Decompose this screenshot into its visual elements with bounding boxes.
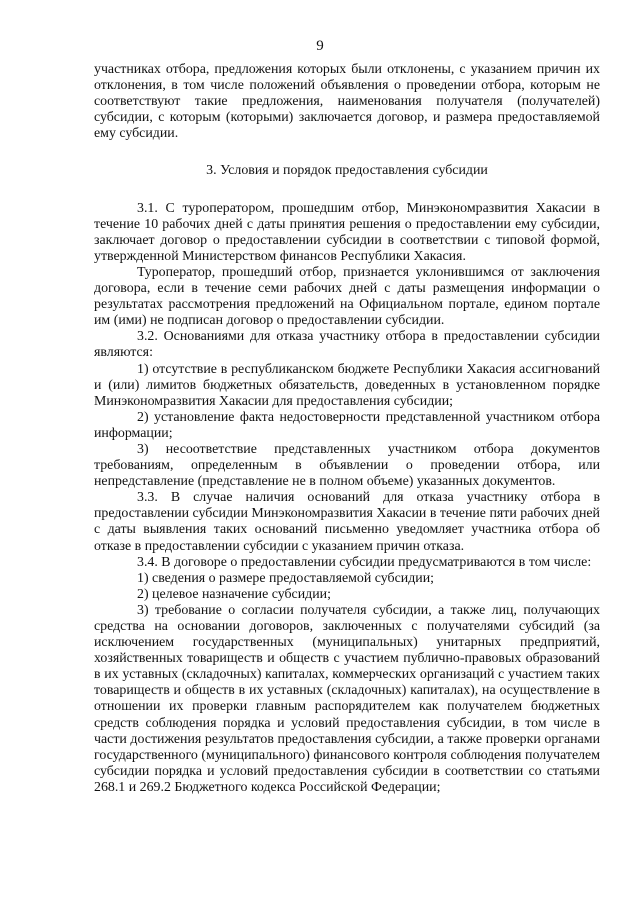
paragraph-3-4: 3.4. В договоре о предоставлении субсидии предусматриваются в том числе: [137,554,592,570]
section-title: 3. Условия и порядок предоставления субсидии [206,163,488,179]
list-item-3-2-2: 2) установление факта недостоверности представленной участником отбора информации; [94,409,600,441]
page-number: 9 [316,38,324,54]
paragraph-continuation: участниках отбора, предложения которых были отклонены, с указанием причин их отклонения, в том числе положений объявления о проведении отбора, которым не соответствуют такие предложения, наименования получателя (получателей) субсидии, с которым (которыми) заключается договор, и размера предоставляемой ему субсидии. [94,62,600,142]
paragraph-3-2: 3.2. Основаниями для отказа участнику отбора в предоставлении субсидии являются: [94,329,600,361]
list-item-3-2-3: 3) несоответствие представленных участником отбора документов требованиям, определенным в объявлении о проведении отбора, или непредставление (представление не в полном объеме) указанных документов. [94,441,600,490]
paragraph-3-1: 3.1. С туроператором, прошедшим отбор, Минэкономразвития Хакасии в течение 10 рабочих дней с даты принятия решения о предоставлении ему субсидии, заключает договор о предоставлении субсидии в соответствии с типовой формой, утвержденной Министерством финансов Республики Хакасия. [94,200,600,264]
document-body [94,62,600,796]
list-item-3-2-1: 1) отсутствие в республиканском бюджете Республики Хакасия ассигнований и (или) лимитов бюджетных обязательств, доведенных в установленном порядке Минэкономразвития Хакасии для предоставления субсидии; [94,361,600,409]
paragraph-3-3: 3.3. В случае наличия оснований для отказа участнику отбора в предоставлении субсидии Минэкономразвития Хакасии в течение пяти рабочих дней с даты выявления таких оснований письменно уведомляет участника отбора об отказе в предоставлении субсидии с указанием причин отказа. [94,490,600,554]
list-item-3-4-1: 1) сведения о размере предоставляемой субсидии; [137,570,434,586]
paragraph-3-1-evasion: Туроператор, прошедший отбор, признается уклонившимся от заключения договора, если в течение семи рабочих дней с даты размещения информации о результатах рассмотрения предложений на Официальном портале, едином портале им (ими) не подписан договор о предоставлении субсидии. [94,264,600,329]
list-item-3-4-3: 3) требование о согласии получателя субсидии, а также лиц, получающих средства на основании договоров, заключенных с получателями субсидий (за исключением государственных (муниципальных) унитарных предприятий, хозяйственных товариществ и обществ с участием публично-правовых образований в их уставных (складочных) капиталах, коммерческих организаций с участием таких товариществ и обществ в их уставных (складочных) капиталах), на осуществление в отношении их проверки главным распорядителем как получателем бюджетных средств соблюдения порядка и условий предоставления субсидии, в том числе в части достижения результатов предоставления субсидии, а также проверки органами государственного (муниципального) финансового контроля соблюдения получателем субсидии порядка и условий предоставления субсидии в соответствии со статьями 268.1 и 269.2 Бюджетного кодекса Российской Федерации; [94,602,600,795]
list-item-3-4-2: 2) целевое назначение субсидии; [137,586,331,602]
